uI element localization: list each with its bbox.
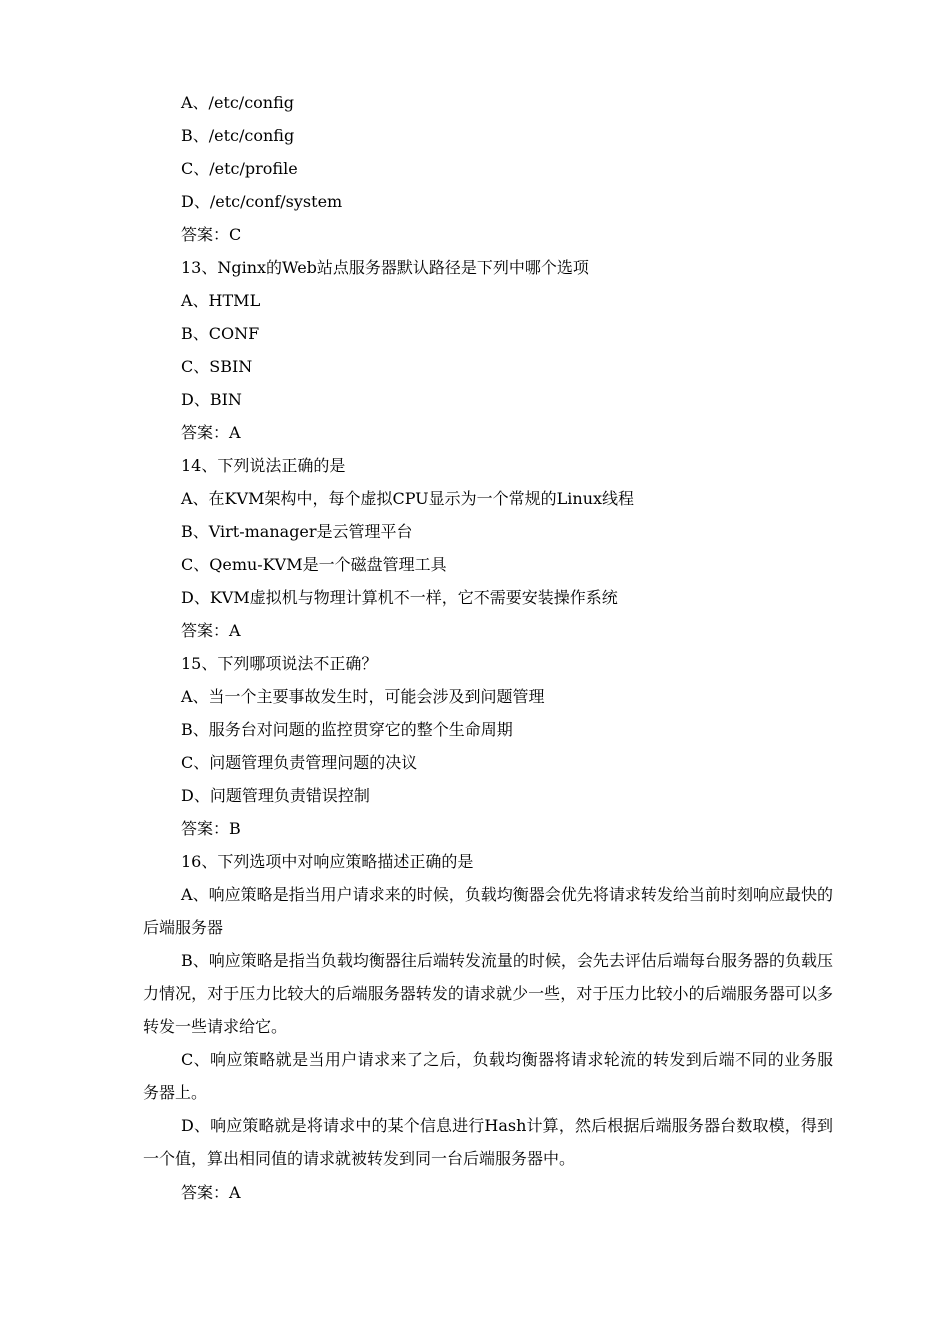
q12-option-c: C、/etc/profile bbox=[181, 159, 298, 178]
q13-option-d: D、BIN bbox=[181, 390, 242, 409]
q13-answer: 答案：A bbox=[181, 423, 241, 442]
q14-option-d: D、KVM虚拟机与物理计算机不一样，它不需要安装操作系统 bbox=[181, 588, 618, 607]
q13-option-b: B、CONF bbox=[181, 324, 260, 343]
q16-option-d: D、响应策略就是将请求中的某个信息进行Hash计算，然后根据后端服务器台数取模，得到一个值，算出相同值的请求就被转发到同一台后端服务器中。 bbox=[143, 1116, 833, 1168]
q15-option-c: C、问题管理负责管理问题的决议 bbox=[181, 753, 418, 772]
q14-option-a: A、在KVM架构中，每个虚拟CPU显示为一个常规的Linux线程 bbox=[181, 489, 635, 508]
q16-answer: 答案：A bbox=[181, 1183, 241, 1202]
q14-option-c: C、Qemu-KVM是一个磁盘管理工具 bbox=[181, 555, 447, 574]
q13-question: 13、Nginx的Web站点服务器默认路径是下列中哪个选项 bbox=[181, 258, 589, 277]
q13-option-a: A、HTML bbox=[181, 291, 261, 310]
q14-question: 14、下列说法正确的是 bbox=[181, 456, 346, 475]
q13-option-c: C、SBIN bbox=[181, 357, 253, 376]
q12-option-a: A、/etc/config bbox=[181, 93, 295, 112]
q15-question: 15、下列哪项说法不正确？ bbox=[181, 654, 378, 673]
q16-option-a: A、响应策略是指当用户请求来的时候，负载均衡器会优先将请求转发给当前时刻响应最快的后端服务器 bbox=[143, 885, 833, 937]
q14-option-b: B、Virt-manager是云管理平台 bbox=[181, 522, 413, 541]
q15-answer: 答案：B bbox=[181, 819, 241, 838]
q15-option-d: D、问题管理负责错误控制 bbox=[181, 786, 370, 805]
q16-option-b: B、响应策略是指当负载均衡器往后端转发流量的时候，会先去评估后端每台服务器的负载压力情况，对于压力比较大的后端服务器转发的请求就少一些，对于压力比较小的后端服务器可以多转发一些请求给它。 bbox=[143, 951, 833, 1036]
q15-option-b: B、服务台对问题的监控贯穿它的整个生命周期 bbox=[181, 720, 513, 739]
q12-answer: 答案：C bbox=[181, 225, 242, 244]
q12-option-b: B、/etc/config bbox=[181, 126, 295, 145]
q14-answer: 答案：A bbox=[181, 621, 241, 640]
q15-option-a: A、当一个主要事故发生时，可能会涉及到问题管理 bbox=[181, 687, 545, 706]
q16-question: 16、下列选项中对响应策略描述正确的是 bbox=[181, 852, 474, 871]
q12-option-d: D、/etc/conf/system bbox=[181, 192, 343, 211]
q16-option-c: C、响应策略就是当用户请求来了之后，负载均衡器将请求轮流的转发到后端不同的业务服务器上。 bbox=[143, 1050, 833, 1102]
